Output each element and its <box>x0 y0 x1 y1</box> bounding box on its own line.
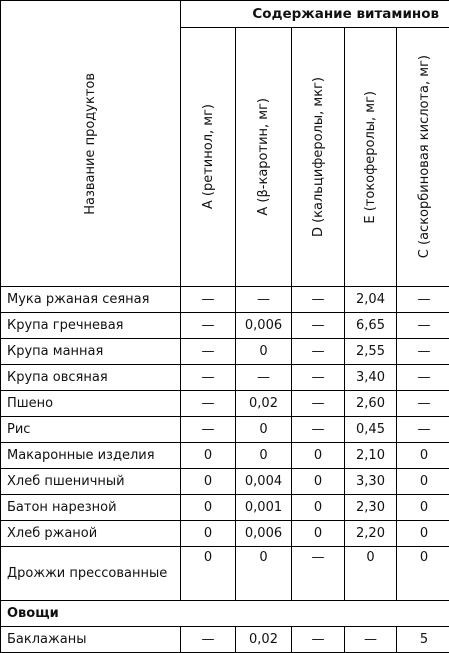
table-row <box>1 339 449 365</box>
cell: 6,65 <box>345 313 397 339</box>
cell: 0 <box>292 495 345 521</box>
cell: 2,04 <box>345 287 397 313</box>
cell: 0 <box>236 417 292 443</box>
cell: — <box>181 627 236 653</box>
cell: 0 <box>181 495 236 521</box>
cell: 0 <box>181 469 236 495</box>
cell: — <box>181 339 236 365</box>
cell: 2,60 <box>345 391 397 417</box>
cell: 0 <box>292 443 345 469</box>
cell: 0 <box>292 469 345 495</box>
cell: — <box>292 417 345 443</box>
cell: — <box>292 547 345 601</box>
table-row <box>1 443 449 469</box>
table-row <box>1 365 449 391</box>
cell: 0 <box>181 547 236 601</box>
cell: — <box>292 313 345 339</box>
product-name: Рис <box>1 417 181 443</box>
cell: 0,006 <box>236 521 292 547</box>
cell: 0 <box>345 547 397 601</box>
cell: — <box>181 417 236 443</box>
cell: — <box>292 391 345 417</box>
cell: 0 <box>397 469 449 495</box>
cell: — <box>397 391 449 417</box>
section-title: Овощи <box>1 601 449 627</box>
cell: 0 <box>397 521 449 547</box>
cell: 0 <box>181 443 236 469</box>
cell: — <box>397 365 449 391</box>
cell: — <box>292 365 345 391</box>
section-row <box>1 601 449 627</box>
cell: — <box>292 287 345 313</box>
product-name: Баклажаны <box>1 627 181 653</box>
cell: 0 <box>236 547 292 601</box>
column-header-retinol: А (ретинол, мг) <box>181 28 236 287</box>
cell: — <box>397 287 449 313</box>
cell: 0 <box>397 443 449 469</box>
cell: 0 <box>397 547 449 601</box>
product-name: Батон нарезной <box>1 495 181 521</box>
vitamin-group-header: Содержание витаминов <box>181 1 449 28</box>
table-row <box>1 627 449 653</box>
product-name: Дрожжи прессованные <box>1 547 181 601</box>
cell: 0,004 <box>236 469 292 495</box>
product-name: Макаронные изделия <box>1 443 181 469</box>
cell: — <box>345 627 397 653</box>
table-row <box>1 391 449 417</box>
name-column-header: Название продуктов <box>1 1 181 287</box>
cell: — <box>397 339 449 365</box>
cell: 0 <box>292 521 345 547</box>
cell: 2,10 <box>345 443 397 469</box>
cell: 0 <box>236 339 292 365</box>
product-name: Крупа манная <box>1 339 181 365</box>
column-header-ascorbic: С (аскорбиновая кислота, мг) <box>397 28 449 287</box>
product-name: Крупа гречневая <box>1 313 181 339</box>
table-row <box>1 521 449 547</box>
cell: 0,02 <box>236 627 292 653</box>
cell: — <box>292 339 345 365</box>
cell: 2,55 <box>345 339 397 365</box>
column-header-carotene: А (β-каротин, мг) <box>236 28 292 287</box>
product-name: Хлеб ржаной <box>1 521 181 547</box>
cell: — <box>397 313 449 339</box>
cell: — <box>181 391 236 417</box>
cell: — <box>292 627 345 653</box>
product-name: Пшено <box>1 391 181 417</box>
column-header-calciferol: D (кальциферолы, мкг) <box>292 28 345 287</box>
cell: 0 <box>236 443 292 469</box>
cell: — <box>397 417 449 443</box>
table-row <box>1 495 449 521</box>
cell: — <box>181 287 236 313</box>
cell: 2,30 <box>345 495 397 521</box>
table-row <box>1 469 449 495</box>
column-header-tocopherol: Е (токоферолы, мг) <box>345 28 397 287</box>
cell: 0,006 <box>236 313 292 339</box>
product-name: Хлеб пшеничный <box>1 469 181 495</box>
cell: 2,20 <box>345 521 397 547</box>
product-name: Мука ржаная сеяная <box>1 287 181 313</box>
cell: 5 <box>397 627 449 653</box>
cell: — <box>181 313 236 339</box>
table-row <box>1 417 449 443</box>
cell: 3,40 <box>345 365 397 391</box>
table-row <box>1 287 449 313</box>
table-row <box>1 313 449 339</box>
cell: 0 <box>397 495 449 521</box>
cell: 0,45 <box>345 417 397 443</box>
cell: — <box>236 287 292 313</box>
cell: 0,001 <box>236 495 292 521</box>
cell: — <box>236 365 292 391</box>
cell: 0,02 <box>236 391 292 417</box>
table-row <box>1 547 449 601</box>
cell: 3,30 <box>345 469 397 495</box>
product-name: Крупа овсяная <box>1 365 181 391</box>
cell: 0 <box>181 521 236 547</box>
cell: — <box>181 365 236 391</box>
